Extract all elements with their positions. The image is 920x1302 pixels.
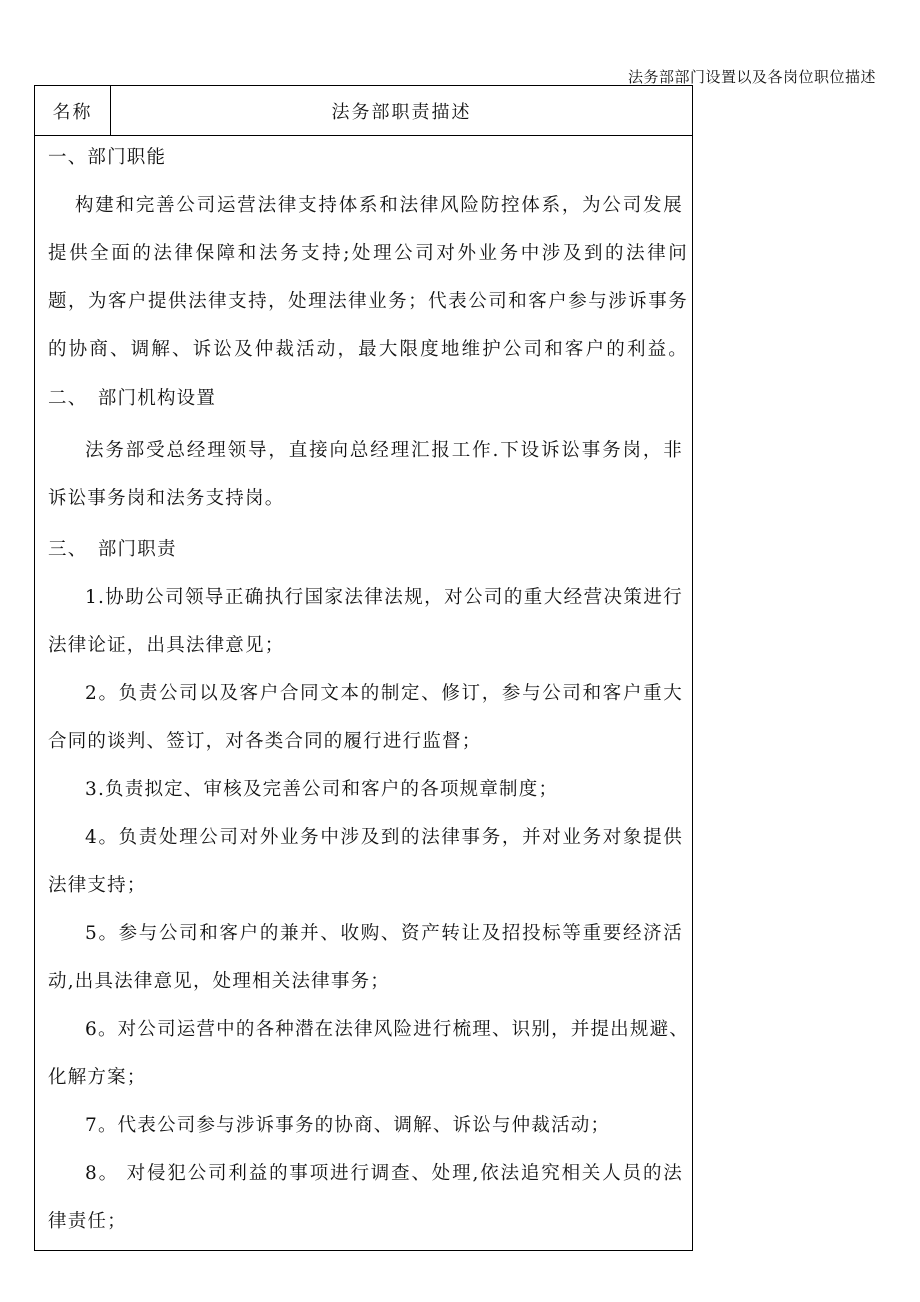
list-item-line: 7。代表公司参与涉诉事务的协商、调解、诉讼与仲裁活动； [85,1115,611,1136]
paragraph-line: 题，为客户提供法律支持，处理法律业务；代表公司和客户参与涉诉事务 [48,291,688,312]
paragraph-line: 提供全面的法律保障和法务支持;处理公司对外业务中涉及到的法律问 [48,243,688,264]
section-heading: 三、 部门职责 [48,539,177,560]
paragraph-line: 构建和完善公司运营法律支持体系和法律风险防控体系，为公司发展 [75,195,683,216]
list-item-line: 化解方案； [48,1067,147,1088]
table-title-cell: 法务部职责描述 [331,101,472,123]
list-item-line: 律责任； [48,1211,127,1232]
name-label-cell: 名称 [35,86,111,135]
section-heading: 一、部门职能 [48,147,167,168]
running-header: 法务部部门设置以及各岗位职位描述 [627,68,876,86]
list-item-line: 4。负责处理公司对外业务中涉及到的法律事务，并对业务对象提供 [85,827,683,848]
list-item-line: 动,出具法律意见，处理相关法律事务； [48,971,390,992]
list-item-line: 法律论证，出具法律意见； [48,635,285,656]
document-table [34,85,693,1251]
list-item-line: 合同的谈判、签订，对各类合同的履行进行监督； [48,731,482,752]
list-item-line: 1.协助公司领导正确执行国家法律法规，对公司的重大经营决策进行 [85,587,683,608]
list-item-line: 3.负责拟定、审核及完善公司和客户的各项规章制度； [85,779,559,800]
section-heading: 二、 部门机构设置 [48,388,217,409]
list-item-line: 2。负责公司以及客户合同文本的制定、修订，参与公司和客户重大 [85,683,683,704]
list-item-line: 法律支持； [48,875,147,896]
list-item-line: 8。 对侵犯公司利益的事项进行调查、处理,依法追究相关人员的法 [85,1163,683,1184]
table-header-row [35,86,692,136]
list-item-line: 5。参与公司和客户的兼并、收购、资产转让及招投标等重要经济活 [85,923,683,944]
paragraph-line: 的协商、调解、诉讼及仲裁活动，最大限度地维护公司和客户的利益。 [48,339,688,360]
paragraph-line: 诉讼事务岗和法务支持岗。 [48,488,285,509]
paragraph-line: 法务部受总经理领导，直接向总经理汇报工作.下设诉讼事务岗，非 [85,440,683,461]
list-item-line: 6。对公司运营中的各种潜在法律风险进行梳理、识别，并提出规避、 [85,1019,689,1040]
